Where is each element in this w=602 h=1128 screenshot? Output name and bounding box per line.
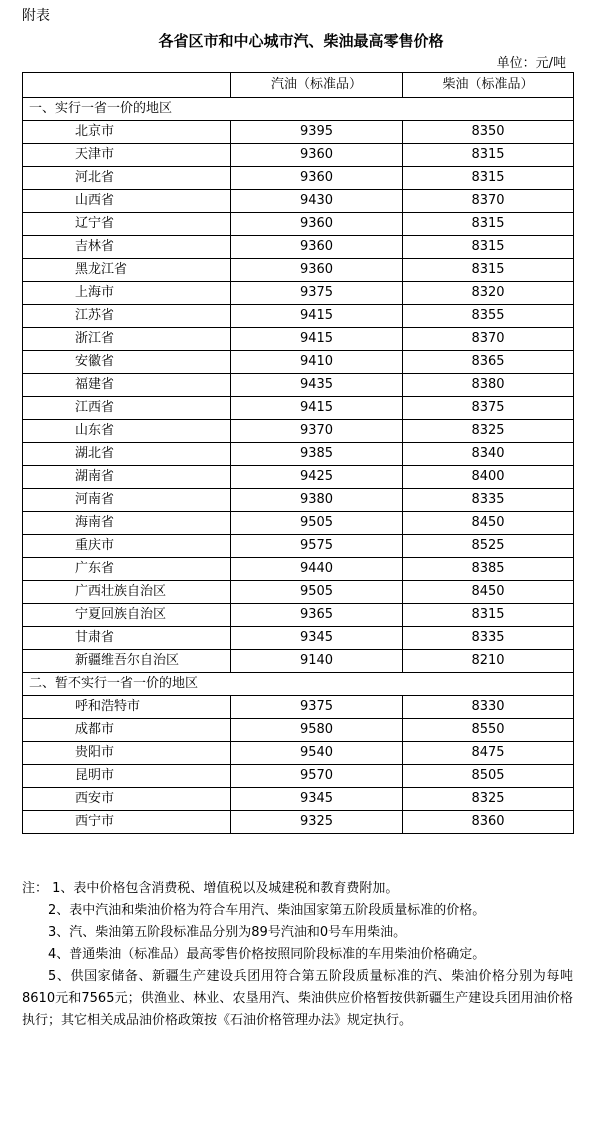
table-row [23,719,574,742]
diesel-price-cell: 8550 [403,719,574,742]
table-row [23,765,574,788]
region-name-cell: 福建省 [23,374,231,397]
gasoline-price-cell: 9540 [231,742,403,765]
header-gasoline: 汽油（标准品） [231,73,403,98]
table-row [23,627,574,650]
gasoline-price-cell: 9375 [231,696,403,719]
diesel-price-cell: 8380 [403,374,574,397]
region-name-cell: 天津市 [23,144,231,167]
table-row [23,443,574,466]
diesel-price-cell: 8370 [403,328,574,351]
diesel-price-cell: 8525 [403,535,574,558]
gasoline-price-cell: 9360 [231,236,403,259]
region-name-cell: 安徽省 [23,351,231,374]
section-row [23,98,574,121]
table-row [23,167,574,190]
table-row [23,213,574,236]
diesel-price-cell: 8360 [403,811,574,834]
diesel-price-cell: 8325 [403,420,574,443]
table-row [23,121,574,144]
note-2: 2、表中汽油和柴油价格为符合车用汽、柴油国家第五阶段质量标准的价格。 [48,903,486,918]
gasoline-price-cell: 9580 [231,719,403,742]
table-row [23,466,574,489]
table-row [23,236,574,259]
region-name-cell: 北京市 [23,121,231,144]
region-name-cell: 江苏省 [23,305,231,328]
price-table [22,72,574,834]
region-name-cell: 山西省 [23,190,231,213]
diesel-price-cell: 8370 [403,190,574,213]
table-row [23,811,574,834]
region-name-cell: 湖南省 [23,466,231,489]
table-row [23,351,574,374]
region-name-cell: 新疆维吾尔自治区 [23,650,231,673]
diesel-price-cell: 8315 [403,213,574,236]
region-name-cell: 山东省 [23,420,231,443]
gasoline-price-cell: 9360 [231,213,403,236]
gasoline-price-cell: 9395 [231,121,403,144]
table-row [23,604,574,627]
gasoline-price-cell: 9415 [231,328,403,351]
header-region [23,73,231,98]
region-name-cell: 黑龙江省 [23,259,231,282]
gasoline-price-cell: 9435 [231,374,403,397]
table-row [23,282,574,305]
table-row [23,558,574,581]
gasoline-price-cell: 9570 [231,765,403,788]
gasoline-price-cell: 9360 [231,167,403,190]
gasoline-price-cell: 9325 [231,811,403,834]
section-row [23,673,574,696]
region-name-cell: 广西壮族自治区 [23,581,231,604]
region-name-cell: 河南省 [23,489,231,512]
unit-label: 单位：元/吨 [496,56,566,71]
table-row [23,144,574,167]
gasoline-price-cell: 9360 [231,259,403,282]
region-name-cell: 西安市 [23,788,231,811]
region-name-cell: 上海市 [23,282,231,305]
table-row [23,535,574,558]
diesel-price-cell: 8325 [403,788,574,811]
gasoline-price-cell: 9345 [231,627,403,650]
region-name-cell: 甘肃省 [23,627,231,650]
diesel-price-cell: 8375 [403,397,574,420]
table-row [23,305,574,328]
gasoline-price-cell: 9505 [231,512,403,535]
diesel-price-cell: 8320 [403,282,574,305]
table-row [23,259,574,282]
gasoline-price-cell: 9430 [231,190,403,213]
region-name-cell: 浙江省 [23,328,231,351]
diesel-price-cell: 8340 [403,443,574,466]
table-row [23,512,574,535]
region-name-cell: 湖北省 [23,443,231,466]
note-4: 4、普通柴油（标准品）最高零售价格按照同阶段标准的车用柴油价格确定。 [48,947,486,962]
note-3: 3、汽、柴油第五阶段标准品分别为89号汽油和0号车用柴油。 [48,925,407,940]
region-name-cell: 重庆市 [23,535,231,558]
gasoline-price-cell: 9345 [231,788,403,811]
table-row [23,696,574,719]
diesel-price-cell: 8450 [403,581,574,604]
gasoline-price-cell: 9360 [231,144,403,167]
diesel-price-cell: 8450 [403,512,574,535]
note-1: 注： 1、表中价格包含消费税、增值税以及城建税和教育费附加。 [22,881,399,896]
diesel-price-cell: 8210 [403,650,574,673]
diesel-price-cell: 8315 [403,259,574,282]
page-title: 各省区市和中心城市汽、柴油最高零售价格 [158,32,444,50]
diesel-price-cell: 8315 [403,604,574,627]
diesel-price-cell: 8355 [403,305,574,328]
gasoline-price-cell: 9365 [231,604,403,627]
region-name-cell: 呼和浩特市 [23,696,231,719]
gasoline-price-cell: 9370 [231,420,403,443]
region-name-cell: 宁夏回族自治区 [23,604,231,627]
diesel-price-cell: 8315 [403,144,574,167]
gasoline-price-cell: 9410 [231,351,403,374]
section-label: 二、暂不实行一省一价的地区 [23,673,574,696]
section-label: 一、实行一省一价的地区 [23,98,574,121]
region-name-cell: 江西省 [23,397,231,420]
region-name-cell: 辽宁省 [23,213,231,236]
diesel-price-cell: 8385 [403,558,574,581]
gasoline-price-cell: 9385 [231,443,403,466]
gasoline-price-cell: 9380 [231,489,403,512]
diesel-price-cell: 8330 [403,696,574,719]
gasoline-price-cell: 9505 [231,581,403,604]
region-name-cell: 海南省 [23,512,231,535]
region-name-cell: 吉林省 [23,236,231,259]
region-name-cell: 广东省 [23,558,231,581]
table-row [23,742,574,765]
appendix-label: 附表 [22,8,50,24]
gasoline-price-cell: 9415 [231,397,403,420]
gasoline-price-cell: 9440 [231,558,403,581]
gasoline-price-cell: 9415 [231,305,403,328]
diesel-price-cell: 8400 [403,466,574,489]
gasoline-price-cell: 9375 [231,282,403,305]
notes [22,878,573,1032]
diesel-price-cell: 8365 [403,351,574,374]
table-row [23,374,574,397]
region-name-cell: 河北省 [23,167,231,190]
price-table-body [23,73,574,834]
region-name-cell: 贵阳市 [23,742,231,765]
table-row [23,788,574,811]
table-row [23,581,574,604]
diesel-price-cell: 8335 [403,627,574,650]
region-name-cell: 昆明市 [23,765,231,788]
table-row [23,328,574,351]
gasoline-price-cell: 9575 [231,535,403,558]
table-row [23,489,574,512]
table-row [23,650,574,673]
diesel-price-cell: 8505 [403,765,574,788]
table-header-row [23,73,574,98]
table-row [23,397,574,420]
gasoline-price-cell: 9140 [231,650,403,673]
region-name-cell: 成都市 [23,719,231,742]
header-diesel: 柴油（标准品） [403,73,574,98]
gasoline-price-cell: 9425 [231,466,403,489]
table-row [23,190,574,213]
diesel-price-cell: 8475 [403,742,574,765]
region-name-cell: 西宁市 [23,811,231,834]
diesel-price-cell: 8335 [403,489,574,512]
diesel-price-cell: 8350 [403,121,574,144]
note-5: 5、供国家储备、新疆生产建设兵团用符合第五阶段质量标准的汽、柴油价格分别为每吨8610元和7565元；供渔业、林业、农垦用汽、柴油供应价格暂按供新疆生产建设兵团用油价格执行；其它相关成品油价格政策按《石油价格管理办法》规定执行。 [22,969,573,1028]
diesel-price-cell: 8315 [403,167,574,190]
diesel-price-cell: 8315 [403,236,574,259]
table-row [23,420,574,443]
